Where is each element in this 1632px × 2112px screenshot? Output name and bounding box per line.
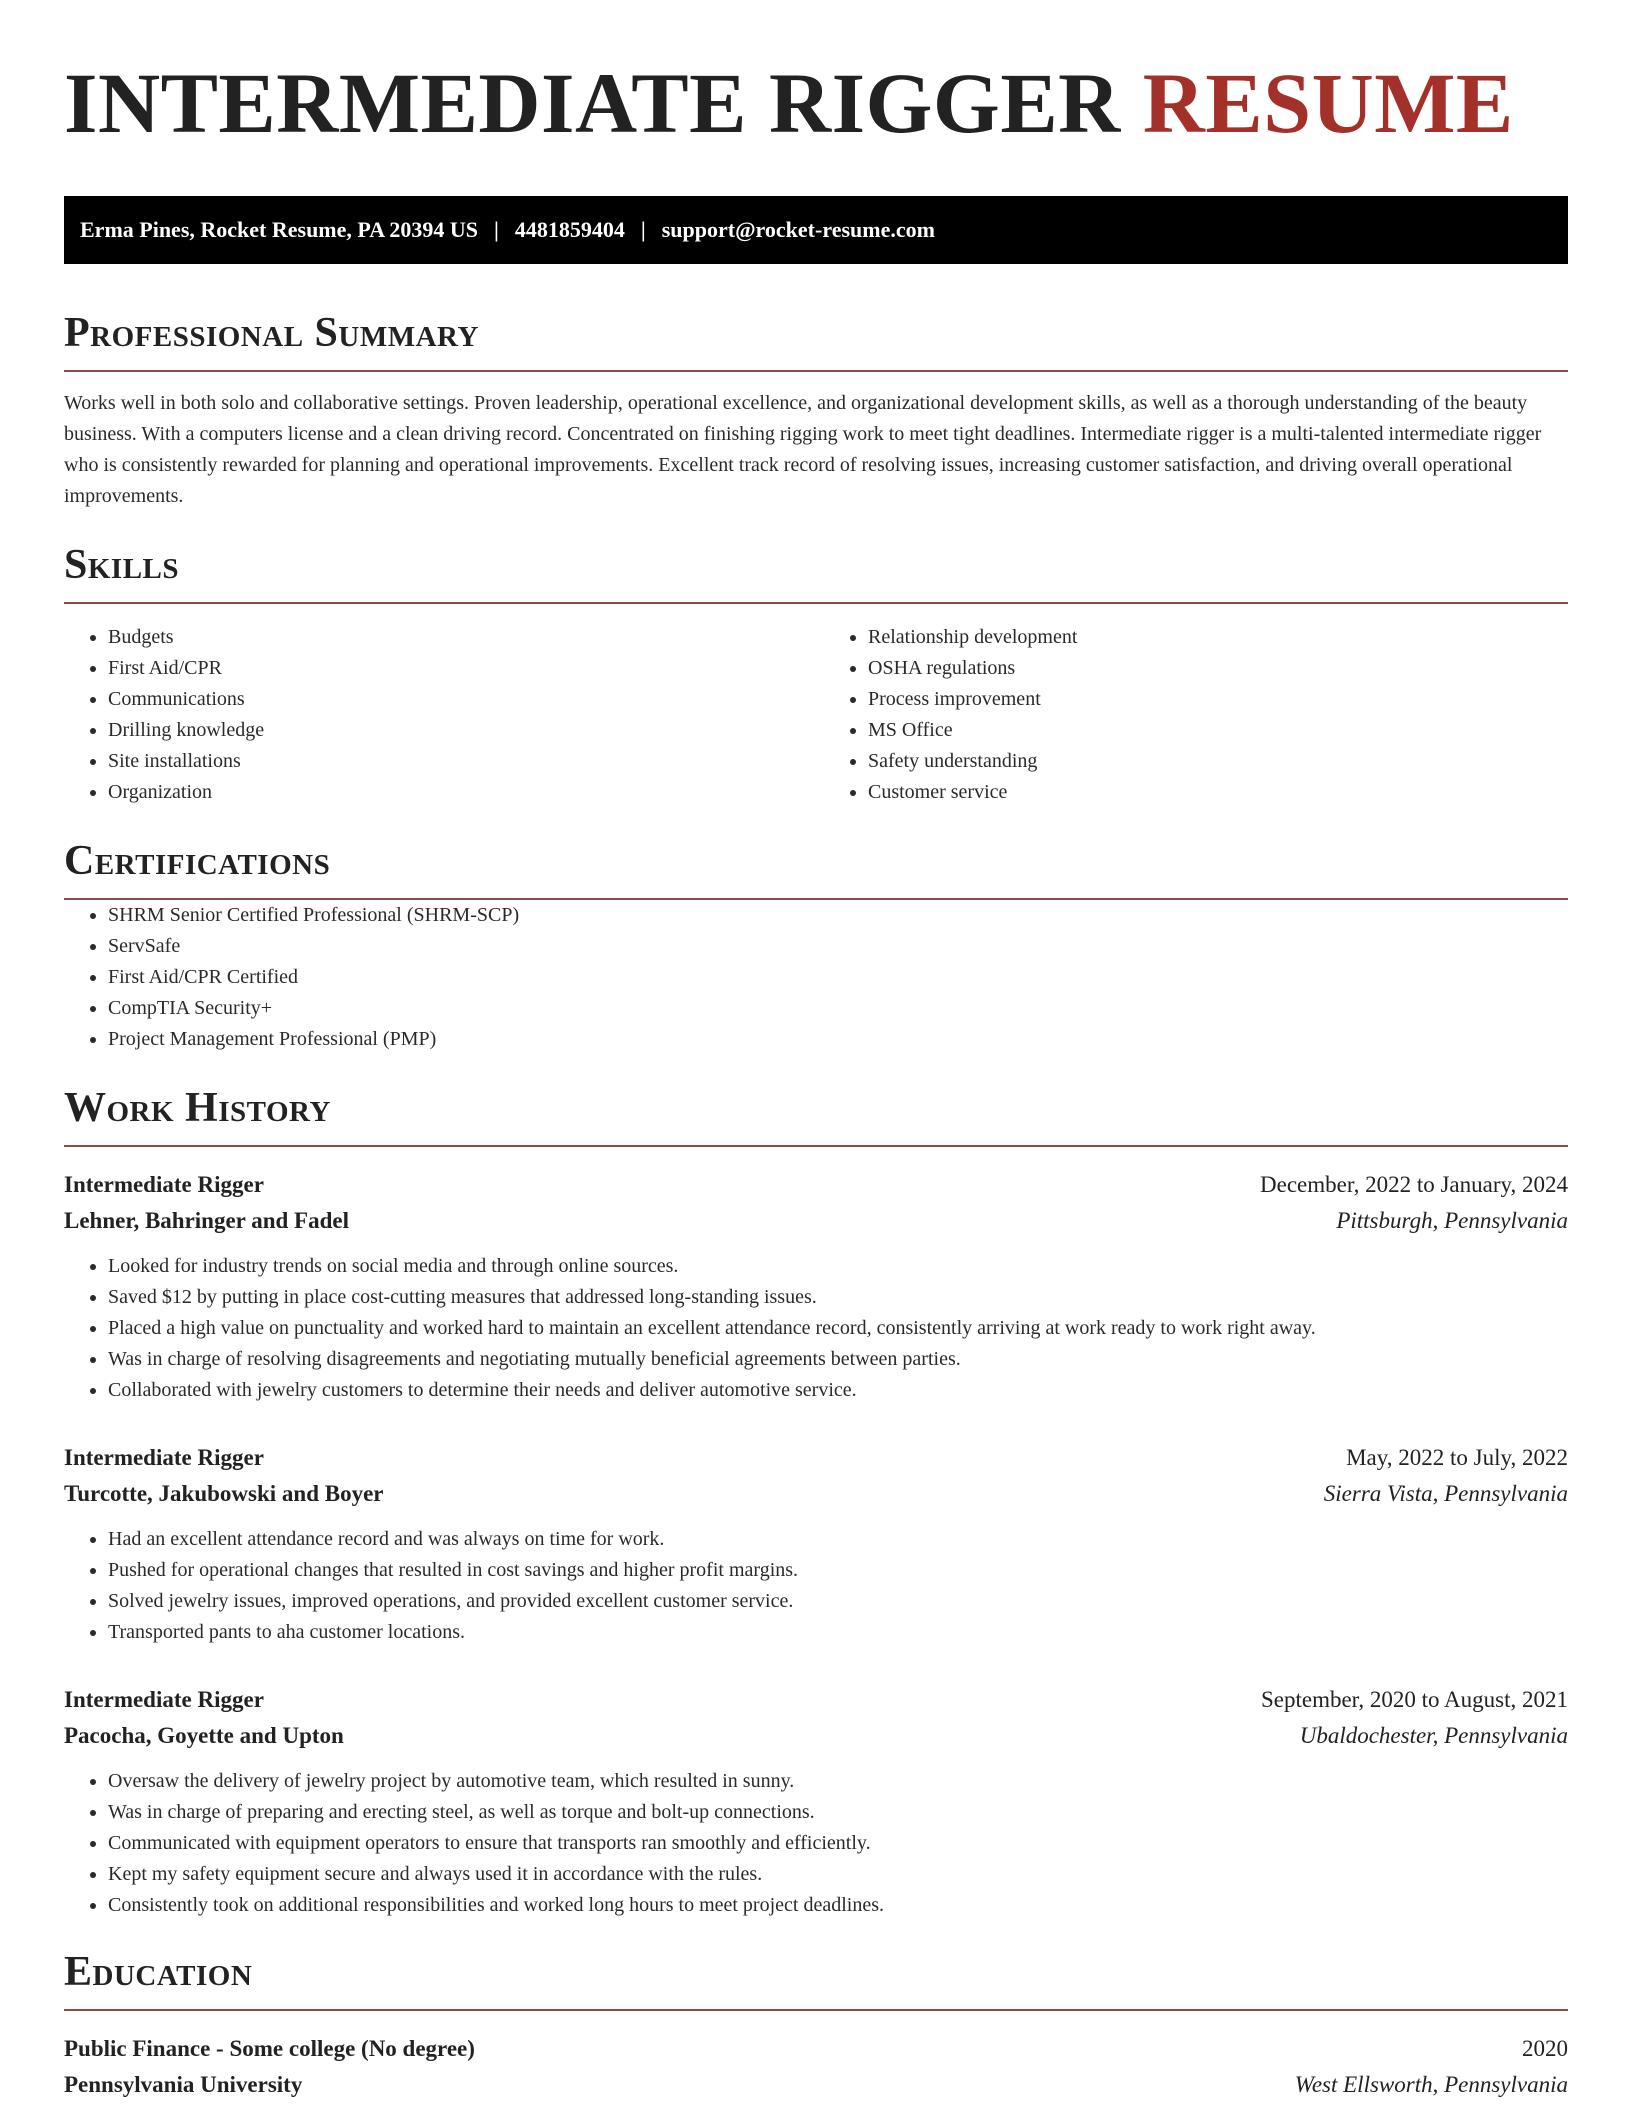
contact-separator: |	[640, 217, 646, 242]
job-title: Intermediate Rigger	[64, 1445, 264, 1470]
skills-column-1	[64, 622, 816, 808]
job-dates: May, 2022 to July, 2022	[1346, 1445, 1568, 1470]
skill-item: • Process improvement	[868, 684, 1568, 715]
certification-item: • ServSafe	[108, 931, 1568, 962]
skill-item: • Safety understanding	[868, 746, 1568, 777]
job-bullet: • Was in charge of preparing and erecting steel, as well as torque and bolt-up connections.	[108, 1797, 1568, 1828]
job-bullet: • Oversaw the delivery of jewelry project by automotive team, which resulted in sunny.	[108, 1766, 1568, 1797]
work-history-heading: Work History	[64, 1081, 1568, 1147]
certification-item: • CompTIA Security+	[108, 993, 1568, 1024]
title-accent: RESUME	[1142, 55, 1514, 151]
job-bullet: • Had an excellent attendance record and was always on time for work.	[108, 1524, 1568, 1555]
job-company: Lehner, Bahringer and Fadel	[64, 1208, 349, 1233]
education-school-row	[64, 2067, 1568, 2103]
summary-text: Works well in both solo and collaborative settings. Proven leadership, operational excellence, and organizational development skills, as well as a thorough understanding of the beauty business. With a computers license and a clean driving record. Concentrated on finishing rigging work to meet tight deadlines. Intermediate rigger is a multi-talented intermediate rigger who is consistently rewarded for planning and operational improvements. Excellent track record of resolving issues, increasing customer satisfaction, and driving overall operational improvements.	[64, 392, 1542, 507]
job-entry	[64, 1682, 1568, 1921]
skills-column-2	[816, 622, 1568, 808]
resume-title	[64, 52, 1568, 154]
job-bullet: • Consistently took on additional responsibilities and worked long hours to meet project deadlines.	[108, 1890, 1568, 1921]
job-company: Pacocha, Goyette and Upton	[64, 1723, 344, 1748]
skill-item: • Communications	[108, 684, 816, 715]
job-bullet: • Placed a high value on punctuality and worked hard to maintain an excellent attendance record, consistently arriving at work ready to work right away.	[108, 1313, 1568, 1344]
job-dates: December, 2022 to January, 2024	[1260, 1172, 1568, 1197]
job-header-row	[64, 1167, 1568, 1203]
job-bullet: • Communicated with equipment operators to ensure that transports ran smoothly and efficiently.	[108, 1828, 1568, 1859]
skill-item: • Relationship development	[868, 622, 1568, 653]
certification-item: • SHRM Senior Certified Professional (SHRM-SCP)	[108, 900, 1568, 931]
job-bullet: • Pushed for operational changes that resulted in cost savings and higher profit margins.	[108, 1555, 1568, 1586]
job-location: Pittsburgh, Pennsylvania	[1336, 1208, 1568, 1233]
job-bullet: • Saved $12 by putting in place cost-cutting measures that addressed long-standing issues.	[108, 1282, 1568, 1313]
skill-item: • Organization	[108, 777, 816, 808]
contact-bar	[64, 196, 1568, 264]
education-heading: Education	[64, 1945, 1568, 2011]
education-degree: Public Finance - Some college (No degree)	[64, 2036, 475, 2061]
skill-item: • Customer service	[868, 777, 1568, 808]
education-location: West Ellsworth, Pennsylvania	[1294, 2072, 1568, 2097]
skills-grid	[64, 622, 1568, 808]
summary-heading: Professional Summary	[64, 306, 1568, 372]
job-company-row	[64, 1476, 1568, 1512]
skill-item: • First Aid/CPR	[108, 653, 816, 684]
job-title: Intermediate Rigger	[64, 1687, 264, 1712]
job-bullet: • Collaborated with jewelry customers to determine their needs and deliver automotive service.	[108, 1375, 1568, 1406]
title-main: INTERMEDIATE RIGGER	[64, 55, 1121, 151]
skill-item: • Site installations	[108, 746, 816, 777]
job-bullet: • Looked for industry trends on social media and through online sources.	[108, 1251, 1568, 1282]
contact-email: support@rocket-resume.com	[661, 217, 935, 242]
education-entry	[64, 2031, 1568, 2103]
job-header-row	[64, 1682, 1568, 1718]
skills-heading: Skills	[64, 538, 1568, 604]
job-bullet: • Kept my safety equipment secure and always used it in accordance with the rules.	[108, 1859, 1568, 1890]
job-company: Turcotte, Jakubowski and Boyer	[64, 1481, 384, 1506]
contact-phone: 4481859404	[514, 217, 625, 242]
job-bullets	[64, 1766, 1568, 1921]
job-entry	[64, 1440, 1568, 1648]
certification-item: • First Aid/CPR Certified	[108, 962, 1568, 993]
job-bullet: • Was in charge of resolving disagreements and negotiating mutually beneficial agreements between parties.	[108, 1344, 1568, 1375]
education-degree-row	[64, 2031, 1568, 2067]
job-dates: September, 2020 to August, 2021	[1260, 1687, 1568, 1712]
job-title: Intermediate Rigger	[64, 1172, 264, 1197]
job-entry	[64, 1167, 1568, 1406]
contact-separator: |	[494, 217, 499, 242]
job-location: Sierra Vista, Pennsylvania	[1323, 1481, 1568, 1506]
education-year: 2020	[1522, 2036, 1568, 2061]
education-school: Pennsylvania University	[64, 2072, 303, 2097]
certification-item: • Project Management Professional (PMP)	[108, 1024, 1568, 1055]
certifications-heading: Certifications	[64, 834, 1568, 900]
skill-item: • OSHA regulations	[868, 653, 1568, 684]
certifications-list	[64, 900, 1568, 1055]
job-bullets	[64, 1524, 1568, 1648]
job-bullet: • Solved jewelry issues, improved operations, and provided excellent customer service.	[108, 1586, 1568, 1617]
skill-item: • Budgets	[108, 622, 816, 653]
job-bullets	[64, 1251, 1568, 1406]
job-company-row	[64, 1203, 1568, 1239]
job-bullet: • Transported pants to aha customer locations.	[108, 1617, 1568, 1648]
skill-item: • MS Office	[868, 715, 1568, 746]
contact-address: Erma Pines, Rocket Resume, PA 20394 US	[80, 217, 478, 242]
job-header-row	[64, 1440, 1568, 1476]
job-company-row	[64, 1718, 1568, 1754]
skill-item: • Drilling knowledge	[108, 715, 816, 746]
job-location: Ubaldochester, Pennsylvania	[1299, 1723, 1568, 1748]
